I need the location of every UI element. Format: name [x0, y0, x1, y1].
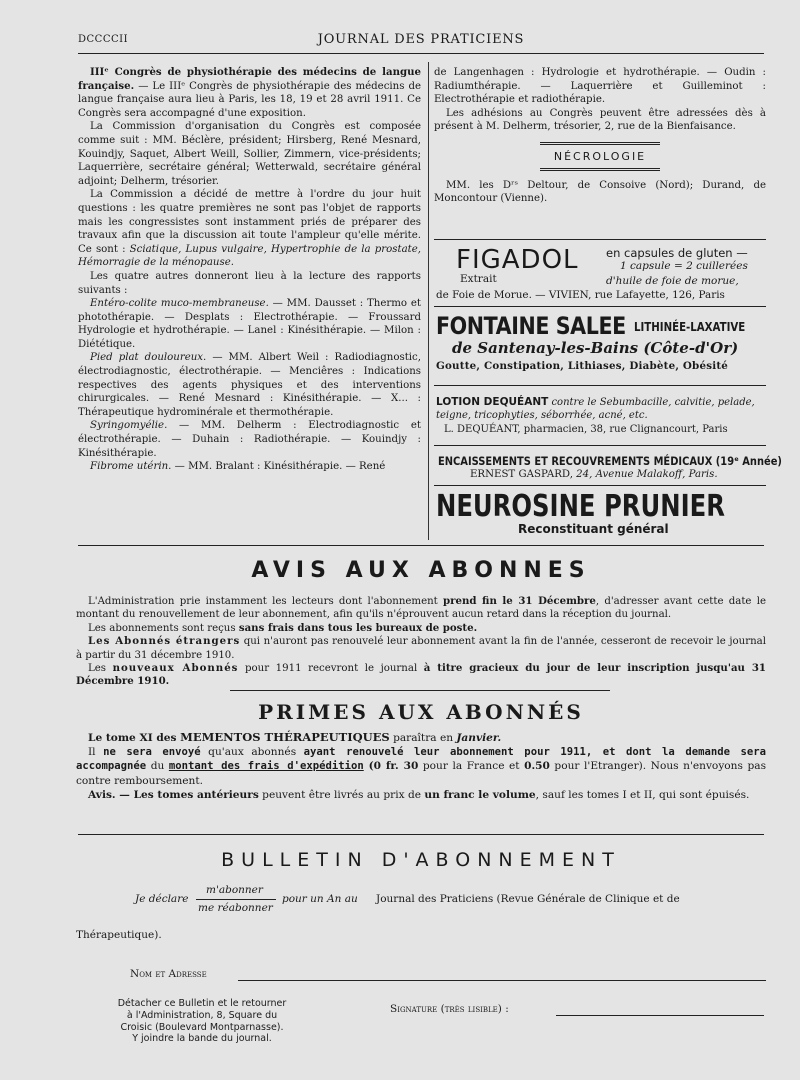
signature-label: Signature (très lisible) : [390, 1003, 509, 1015]
primes-text: qu'aux abonnés [200, 746, 304, 759]
avis-paragraph-4 [76, 662, 766, 689]
detach-line: à l'Administration, 8, Square du [126, 1009, 278, 1021]
option-me-reabonner[interactable]: me réabonner [198, 902, 273, 914]
lotion-address: L. DEQUÉANT, pharmacien, 38, rue Clignancourt, Paris [444, 424, 728, 435]
neurosine-name: NEUROSINE PRUNIER [436, 489, 725, 524]
adhesions-paragraph: Les adhésions au Congrès peuvent être adressées dès à présent à M. Delherm, trésorier, 2, rue de la Bienfaisance. [434, 107, 766, 133]
figadol-huile: d'huile de foie de morue, [606, 275, 739, 287]
ad-rule [434, 485, 766, 486]
report-title: Fibrome utérin. [90, 461, 172, 473]
section-rule [78, 545, 764, 546]
encaissements-name: ERNEST GASPARD, [470, 469, 577, 480]
primes-text: pour l'Etranger). Nous n'envoyons pas contre remboursement. [76, 760, 767, 787]
figadol-slogan: 1 capsule = 2 cuillerées [620, 260, 748, 272]
avis-text: , d'adresser avant cette date le montant du renouvellement de leur abonnement, afin qu'ils n'éprouvent aucun retard dans la réception du journal. [76, 596, 766, 621]
figadol-name: FIGADOL [456, 245, 579, 275]
congress-intro: — Le IIIᵉ Congrès de physiothérapie des médecins de langue française aura lieu à Paris, les 18, 19 et 28 avril 1911. Ce Congrès sera accompagné d'une exposition. [78, 80, 421, 119]
necrologie-title: NÉCROLOGIE [553, 149, 647, 163]
figadol-extrait: Extrait [460, 273, 497, 285]
report-entero [78, 297, 421, 351]
nom-adresse-label: Nom et Adresse [130, 968, 207, 980]
figadol-ad [434, 245, 766, 305]
primes-emphasis: 0.50 [524, 760, 550, 773]
necrologie-text: MM. les Dʳˢ Deltour, de Consoive (Nord); Durand, de Moncontour (Vienne). [434, 179, 766, 205]
avis-emphasis: nouveaux Abonnés [112, 662, 239, 675]
avis-emphasis: prend fin le 31 Décembre [443, 595, 596, 607]
encaissements-street: 24, Avenue Malakoff, Paris. [576, 469, 718, 480]
right-column [434, 66, 766, 206]
necrologie-rule-top [540, 142, 660, 145]
avis-title: AVIS AUX ABONNES [251, 558, 591, 583]
report-syringomyelie [78, 419, 421, 460]
avis-paragraph-1 [76, 595, 766, 622]
primes-text: Le tome XI des [88, 732, 181, 744]
avis-paragraph-2 [76, 622, 766, 635]
primes-title: PRIMES AUX ABONNÉS [258, 700, 584, 724]
avis-text: Les abonnements sont reçus [88, 622, 239, 634]
lotion-name: LOTION DEQUÉANT [436, 396, 549, 408]
questions-text: La Commission a décidé de mettre à l'ordre du jour huit questions : les quatre premières ne sont pas l'objet de rapports mais les congressistes sont instamment priés de préparer des travaux afin que la discussion ait toute l'ampleur qu'elle mérite. Ce sont : [78, 189, 421, 255]
congress-paragraph [78, 66, 421, 120]
page-header [78, 30, 764, 52]
report-text: — MM. Albert Weil : Radiodiagnostic, électrodiagnostic, électrothérapie. — Menciêres : Indications respectives des agents physiques et des interventions chirurgicales. — René Mesnard : Kinésithérapie. — X... : Thérapeutique hydrominérale et thermothérapie. [78, 352, 421, 418]
bulletin-title: BULLETIN D'ABONNEMENT [221, 849, 621, 871]
fontaine-indications: Goutte, Constipation, Lithiases, Diabète, Obésité [436, 360, 729, 372]
primes-section [76, 730, 766, 802]
commission-paragraph: La Commission d'organisation du Congrès est composée comme suit : MM. Béclère, président; Hirsberg, René Mesnard, Kouindjy, Saquet, Albert Weill, Sollier, Zimmern, vice-présidents; Laquerrière, secrétaire général; Wetterwald, secrétaire général adjoint; Delherm, trésorier. [78, 121, 421, 187]
encaissements-ad [434, 454, 782, 486]
signature-field[interactable] [556, 1015, 764, 1016]
pour-un-an: pour un An au [282, 893, 358, 905]
figadol-address: de Foie de Morue. — VIVIEN, rue Lafayette, 126, Paris [436, 289, 725, 301]
lotion-line-2: teigne, tricophyties, séborrhée, acné, etc. [436, 410, 648, 421]
option-divider [196, 899, 276, 900]
reports-intro: Les quatre autres donneront lieu à la lecture des rapports suivants : [78, 270, 421, 296]
column-divider [428, 62, 429, 540]
header-rule [78, 53, 764, 54]
avis-emphasis: sans frais dans tous les bureaux de poste. [238, 621, 478, 634]
primes-emphasis: un franc le volume [424, 788, 536, 801]
primes-text: Il [88, 746, 104, 759]
congress-continuation: de Langenhagen : Hydrologie et hydrothérapie. — Oudin : Radiumthérapie. — Laquerrière et Guilleminot : Electrothérapie et radiothérapie. [434, 67, 766, 106]
report-text: — MM. Bralant : Kinésithérapie. — René [174, 461, 386, 473]
detach-line: Croisic (Boulevard Montparnasse). [120, 1021, 284, 1033]
detach-line: Y joindre la bande du journal. [132, 1033, 272, 1045]
journal-name-line: Journal des Praticiens (Revue Générale de Clinique et de [376, 893, 680, 905]
therapeutique: Thérapeutique). [76, 929, 162, 941]
report-pied-plat [78, 351, 421, 419]
lotion-uses: contre le Sebumbacille, calvitie, pelade, [548, 397, 755, 408]
primes-text: pour la France et [418, 760, 525, 773]
avis-text: qui n'auront pas renouvelé leur abonnement avant la fin de l'année, cesseront de recevoir le journal à partir du 31 décembre 1910. [76, 636, 766, 661]
avis-text: L'Administration prie instamment les lecteurs dont l'abonnement [88, 596, 443, 607]
avis-emphasis: Les Abonnés étrangers [88, 635, 241, 648]
report-text: — MM. Dausset : Thermo et photothérapie. — Desplats : Electrothérapie. — Froussard Hydrologie et hydrothérapie. — Lanel : Kinésithérapie. — Milon : Diététique. [78, 298, 422, 350]
encaissements-title: ENCAISSEMENTS ET RECOUVREMENTS MÉDICAUX (19ᵉ Année) [438, 454, 782, 468]
encaissements-address [470, 469, 718, 480]
avis-section [76, 595, 766, 689]
primes-text: peuvent être livrés au prix de [258, 788, 425, 801]
ad-rule [434, 385, 766, 386]
avis-text: Les [88, 663, 113, 675]
avis-emphasis: à titre gracieux du jour de leur inscription jusqu'au 31 Décembre 1910. [76, 662, 766, 688]
figadol-capsules: en capsules de gluten — [606, 246, 748, 260]
report-fibrome [78, 460, 421, 474]
report-title: Pied plat douloureux. [90, 352, 207, 364]
primes-emphasis: MEMENTOS THÉRAPEUTIQUES [180, 730, 390, 744]
primes-text: paraîtra en [389, 732, 457, 744]
report-text: — MM. Delherm : Electrodiagnostic et électrothérapie. — Duhain : Radiothérapie. — Kouindjy : Kinésithérapie. [78, 420, 421, 459]
primes-emphasis: (0 fr. 30 [363, 760, 419, 773]
report-title: Entéro-colite muco-membraneuse. [90, 298, 269, 310]
necrologie-rule-bottom [540, 168, 660, 171]
lotion-line-1 [436, 396, 755, 408]
ad-rule [434, 306, 766, 307]
primes-text: du [146, 760, 169, 773]
primes-text: , sauf les tomes I et II, qui sont épuisés. [535, 788, 750, 801]
section-rule [78, 834, 764, 835]
avis-text: pour 1911 recevront le journal [238, 663, 424, 675]
questions-paragraph [78, 188, 421, 270]
congress-title: IIIᵉ Congrès de physiothérapie des médecins de langue française. [78, 66, 421, 92]
neurosine-subtitle: Reconstituant général [518, 522, 669, 536]
fontaine-salee-ad [434, 312, 766, 380]
page-number: DCCCCII [78, 34, 129, 45]
left-column [78, 66, 421, 474]
lotion-dequeant-ad [434, 396, 766, 438]
ad-rule [434, 239, 766, 240]
primes-emphasis: Avis. — Les tomes antérieurs [88, 788, 259, 801]
detach-instructions [102, 998, 302, 1045]
je-declare: Je déclare [135, 893, 189, 905]
primes-emphasis: Janvier. [456, 732, 502, 744]
neurosine-ad [434, 489, 766, 539]
primes-paragraph-1 [76, 730, 766, 745]
fontaine-name: FONTAINE SALEE [436, 312, 626, 340]
nom-adresse-field[interactable] [238, 980, 766, 981]
journal-title: JOURNAL DES PRATICIENS [317, 32, 525, 47]
detach-line: Détacher ce Bulletin et le retourner [117, 998, 287, 1009]
fontaine-place: de Santenay-les-Bains (Côte-d'Or) [452, 339, 739, 357]
primes-emphasis: ayant renouvelé leur abonnement pour 1911, et dont la demande sera accompagnée [76, 746, 766, 773]
primes-paragraph-3 [76, 788, 766, 802]
avis-paragraph-3 [76, 635, 766, 662]
fontaine-subtitle: LITHINÉE-LAXATIVE [634, 320, 746, 334]
report-title: Syringomyélie. [90, 420, 168, 432]
ad-rule [434, 445, 766, 446]
primes-paragraph-2 [76, 745, 766, 788]
questions-list: Sciatique, Lupus vulgaire, Hypertrophie de la prostate, Hémorragie de la ménopause. [78, 243, 421, 269]
option-mabonner[interactable]: m'abonner [206, 884, 263, 896]
ornament-rule [230, 690, 610, 691]
primes-emphasis: montant des frais d'expédition [168, 760, 364, 773]
primes-emphasis: ne sera envoyé [103, 746, 201, 759]
